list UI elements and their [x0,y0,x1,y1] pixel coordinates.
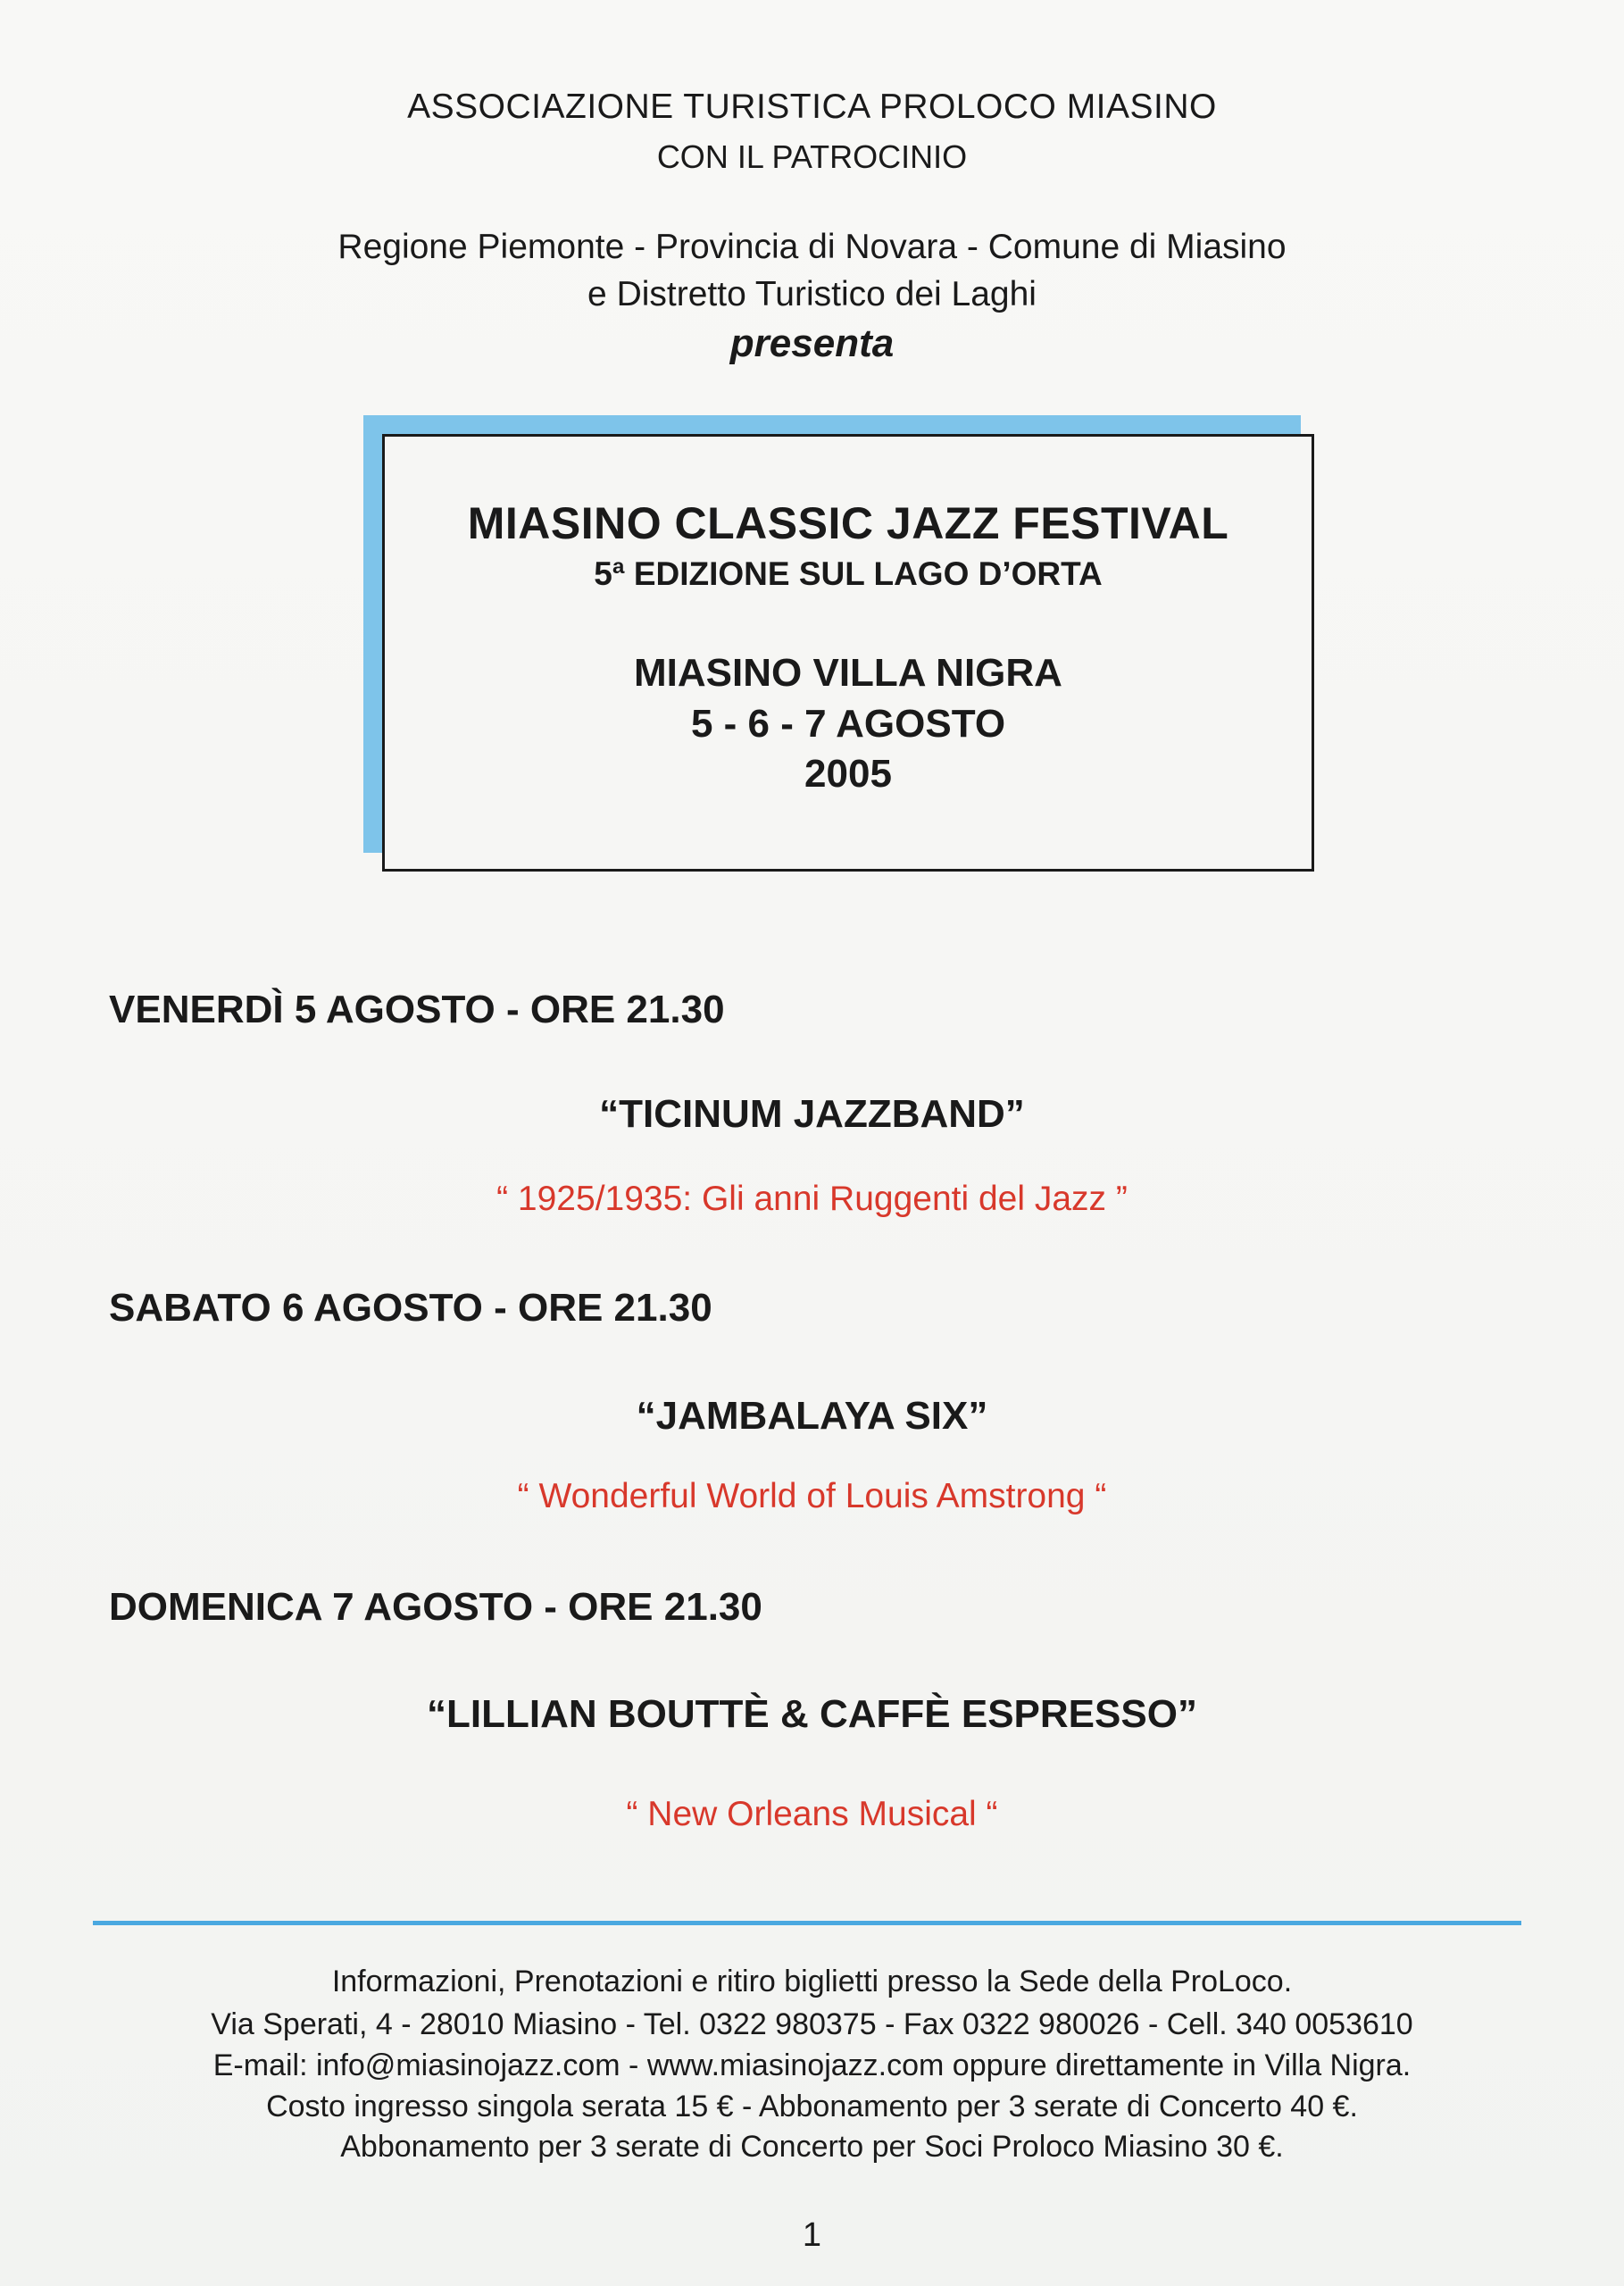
info-line-2: Via Sperati, 4 - 28010 Miasino - Tel. 0322 980375 - Fax 0322 980026 - Cell. 340 0053610 [211,2007,1413,2041]
festival-edition: 5ª EDIZIONE SUL LAGO D’ORTA [594,555,1103,592]
program-theme-2: “ Wonderful World of Louis Amstrong “ [517,1477,1107,1515]
sponsors-line-2: e Distretto Turistico dei Laghi [587,275,1037,313]
festival-venue: MIASINO VILLA NIGRA [634,651,1062,695]
program-day-2: SABATO 6 AGOSTO - ORE 21.30 [109,1286,712,1330]
festival-year: 2005 [804,752,892,796]
info-line-5: Abbonamento per 3 serate di Concerto per Soci Proloco Miasino 30 €. [340,2130,1284,2164]
festival-title: MIASINO CLASSIC JAZZ FESTIVAL [467,498,1229,548]
info-line-1: Informazioni, Prenotazioni e ritiro biglietti presso la Sede della ProLoco. [331,1965,1293,1998]
footer-divider [93,1921,1521,1925]
festival-box [382,434,1314,872]
info-line-4: Costo ingresso singola serata 15 € - Abbonamento per 3 serate di Concerto 40 €. [266,2090,1358,2123]
sponsors-line-1: Regione Piemonte - Provincia di Novara - Comune di Miasino [337,228,1287,266]
association-name: ASSOCIAZIONE TURISTICA PROLOCO MIASINO [407,88,1217,126]
program-theme-1: “ 1925/1935: Gli anni Ruggenti del Jazz ” [496,1180,1128,1218]
program-day-3: DOMENICA 7 AGOSTO - ORE 21.30 [109,1585,762,1629]
program-band-2: “JAMBALAYA SIX” [636,1394,988,1438]
program-theme-3: “ New Orleans Musical “ [626,1795,998,1833]
program-day-1: VENERDÌ 5 AGOSTO - ORE 21.30 [109,988,725,1031]
info-line-3: E-mail: info@miasinojazz.com - www.miasinojazz.com oppure direttamente in Villa Nigra. [212,2048,1412,2082]
program-band-1: “TICINUM JAZZBAND” [599,1092,1025,1136]
patronage-line: CON IL PATROCINIO [656,138,968,175]
presents-label: presenta [729,321,895,365]
festival-dates: 5 - 6 - 7 AGOSTO [690,702,1006,746]
program-band-3: “LILLIAN BOUTTÈ & CAFFÈ ESPRESSO” [427,1692,1197,1736]
page-number: 1 [802,2216,822,2254]
